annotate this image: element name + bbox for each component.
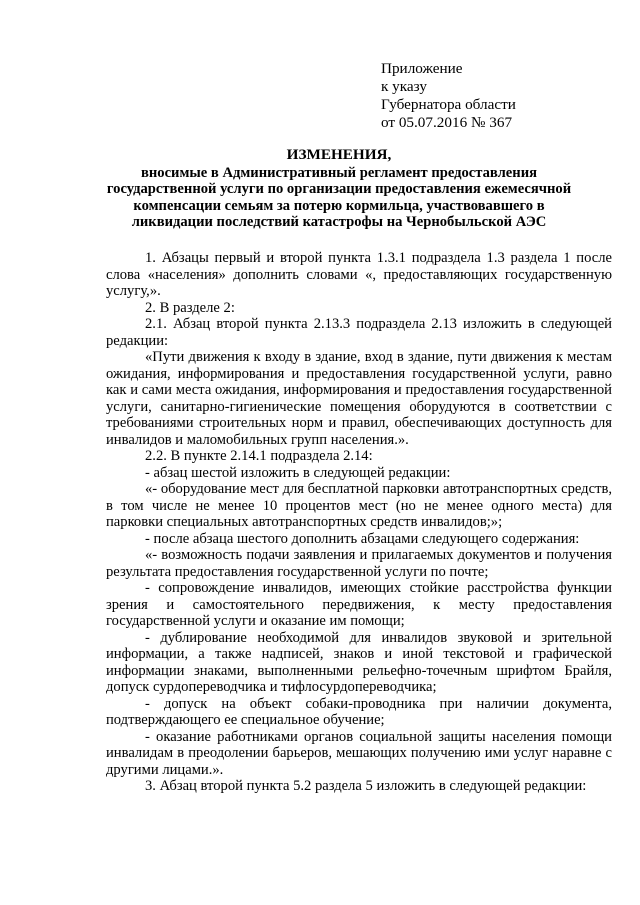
paragraph-braille-duplication: - дублирование необходимой для инвалидов звуковой и зрительной информации, а также надписей, знаков и иной текстовой и графической информации знаками, выполненными рельефно-точечным шрифтом Брайля, допуск сурдопереводчика и тифлосурдопереводчика;: [106, 629, 612, 695]
paragraph-additions-intro: - после абзаца шестого дополнить абзацами следующего содержания:: [145, 530, 580, 547]
paragraph-2-2-intro: 2.2. В пункте 2.14.1 подраздела 2.14:: [145, 448, 373, 464]
paragraph-2-1-intro: 2.1. Абзац второй пункта 2.13.3 подраздела 2.13 изложить в следующей редакции:: [106, 316, 612, 349]
paragraph-parking-text: «- оборудование мест для бесплатной парковки автотранспортных средств, в том числе не менее 10 процентов мест (но не менее одного места) для парковки специальных автотранспортных средств инвалидов;»;: [106, 481, 612, 530]
paragraph-2-13-3-new-text: «Пути движения к входу в здание, вход в здание, пути движения к местам ожидания, информирования и предоставления государственной услуги, равно как и сами места ожидания, информирования и предоставления государственной услуги, санитарно-гигиенические помещения оборудуются в соответствии с требованиями строительных норм и правил, обеспечивающих доступность для инвалидов и маломобильных групп населения.».: [106, 349, 612, 448]
attachment-line-4: от 05.07.2016 № 367: [381, 114, 513, 131]
paragraph-section-2-intro: 2. В разделе 2:: [145, 299, 235, 316]
attachment-line-2: к указу: [381, 78, 427, 95]
attachment-line-3: Губернатора области: [381, 96, 516, 113]
document-heading: [96, 147, 582, 231]
paragraph-escort-disabled: - сопровождение инвалидов, имеющих стойкие расстройства функции зрения и самостоятельного передвижения, к месту предоставления государственной услуги и оказание им помощи;: [106, 580, 612, 629]
paragraph-mail-option: «- возможность подачи заявления и прилагаемых документов и получения результата предоставления государственной услуги по почте;: [106, 547, 612, 580]
document-body: [106, 250, 612, 795]
paragraph-staff-assistance: - оказание работниками органов социальной защиты населения помощи инвалидам в преодолении барьеров, мешающих получению ими услуг наравне с другими лицами.».: [106, 728, 612, 778]
heading-title: ИЗМЕНЕНИЯ,: [286, 146, 392, 163]
attachment-stamp: [381, 60, 516, 132]
attachment-line-1: Приложение: [381, 60, 463, 77]
paragraph-1-3-1-amendment: 1. Абзацы первый и второй пункта 1.3.1 подраздела 1.3 раздела 1 после слова «населения» дополнить словами «, предоставляющих государственную услугу,».: [106, 250, 612, 299]
heading-subtitle: вносимые в Административный регламент предоставления государственной услуги по организации предоставления ежемесячной компенсации семьям за потерю кормильца, участвовавшего в ликвидации последствий катастрофы на Чернобыльской АЭС: [106, 164, 572, 230]
paragraph-6th-abzac-intro: - абзац шестой изложить в следующей редакции:: [145, 464, 451, 481]
paragraph-5-2-amendment: 3. Абзац второй пункта 5.2 раздела 5 изложить в следующей редакции:: [145, 778, 587, 794]
paragraph-guide-dog: - допуск на объект собаки-проводника при наличии документа, подтверждающего ее специальное обучение;: [106, 695, 612, 728]
